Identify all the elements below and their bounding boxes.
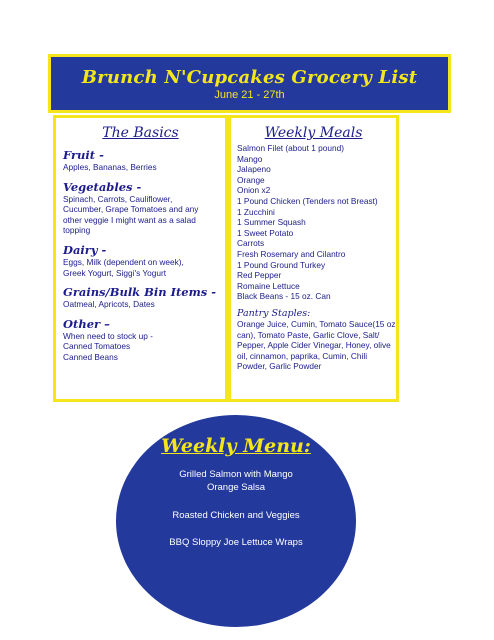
other-heading: Other – (63, 316, 110, 331)
meal-item: 1 Sweet Potato (237, 227, 294, 238)
meal-item: Fresh Rosemary and Cilantro (237, 248, 346, 259)
pantry-line: Orange Juice, Cumin, Tomato Sauce(15 oz (237, 318, 396, 329)
fruit-heading: Fruit - (63, 148, 104, 162)
dairy-heading: Dairy - (63, 242, 107, 257)
fruit-line: Apples, Bananas, Berries (63, 162, 157, 172)
meal-item: Carrots (237, 238, 265, 249)
grains-heading: Grains/Bulk Bin Items - (63, 285, 217, 300)
meal-item: 1 Pound Ground Turkey (237, 259, 326, 270)
other-line: Canned Tomatoes (63, 341, 131, 352)
vegetables-line: Spinach, Carrots, Cauliflower, (63, 193, 173, 204)
basics-panel (53, 115, 228, 402)
pantry-line: Pepper, Apple Cider Vinegar, Honey, olive (237, 340, 391, 351)
meal-item: Red Pepper (237, 270, 282, 281)
basics-heading: The Basics (102, 125, 179, 141)
pantry-staples-heading: Pantry Staples: (237, 307, 311, 319)
meal-item: 1 Pound Chicken (Tenders not Breast) (237, 195, 378, 206)
pantry-line: oil, cinnamon, paprika, Cumin, Chili (237, 350, 368, 361)
pantry-line: can), Tomato Paste, Garlic Clove, Salt/ (237, 329, 380, 340)
meal-item: 1 Zucchini (237, 206, 275, 217)
meal-item: Salmon Filet (about 1 pound) (237, 143, 345, 153)
vegetables-heading: Vegetables - (63, 179, 142, 194)
grains-line: Oatmeal, Apricots, Dates (63, 299, 155, 310)
menu-item: BBQ Sloppy Joe Lettuce Wraps (169, 536, 303, 548)
other-line: When need to stock up - (63, 330, 153, 341)
vegetables-line: other veggie I might want as a salad (63, 214, 196, 225)
meal-item: Jalapeno (237, 164, 271, 175)
page-title: Brunch N'Cupcakes Grocery List (81, 67, 418, 88)
weekly-meals-panel (228, 115, 399, 402)
date-range: June 21 - 27th (214, 89, 285, 101)
menu-item: Grilled Salmon with Mango (179, 469, 293, 480)
vegetables-line: topping (63, 225, 91, 236)
other-line: Canned Beans (63, 351, 118, 362)
meal-item: Romaine Lettuce (237, 280, 300, 291)
weekly-menu-heading: Weekly Menu: (161, 435, 311, 457)
header-banner (48, 54, 451, 113)
menu-item: Orange Salsa (206, 481, 266, 493)
meal-item: Onion x2 (237, 185, 271, 196)
meal-item: 1 Summer Squash (237, 217, 306, 228)
meal-item: Mango (237, 153, 263, 164)
dairy-line: Greek Yogurt, Siggi's Yogurt (63, 267, 167, 278)
dairy-line: Eggs, Milk (dependent on week), (63, 256, 184, 267)
meal-item: Black Beans - 15 oz. Can (237, 291, 331, 302)
meal-item: Orange (237, 174, 265, 185)
pantry-line: Powder, Garlic Powder (237, 361, 322, 372)
weekly-meals-heading: Weekly Meals (264, 125, 363, 141)
vegetables-line: Cucumber, Grape Tomatoes and any (63, 204, 199, 215)
menu-item: Roasted Chicken and Veggies (172, 510, 300, 521)
weekly-menu-circle (116, 415, 356, 627)
